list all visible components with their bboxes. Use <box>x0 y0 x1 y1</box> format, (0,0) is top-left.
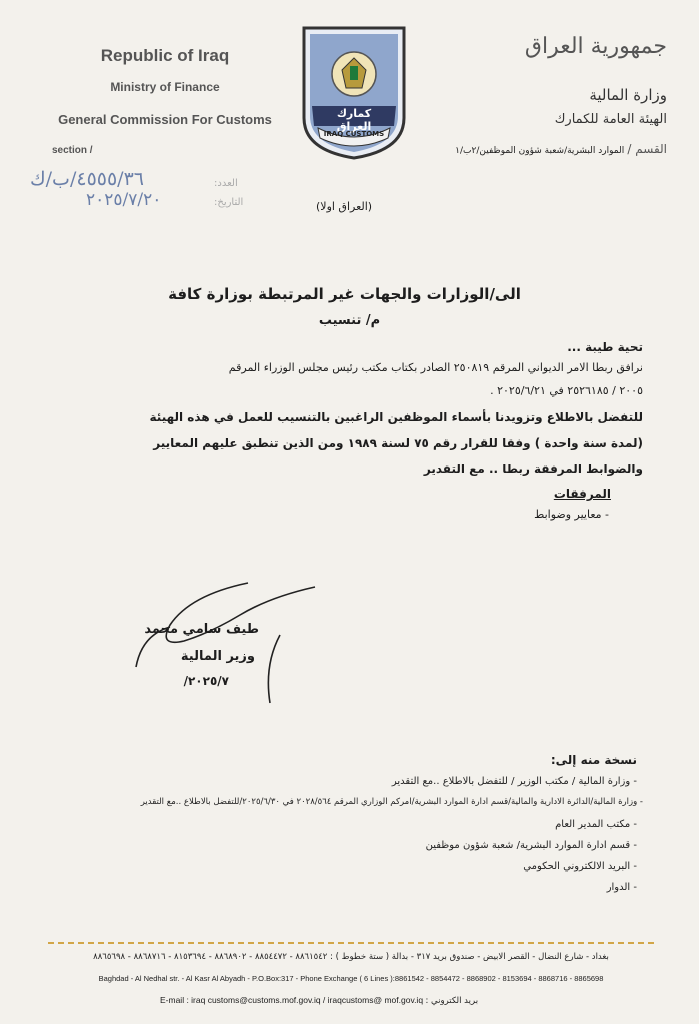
footer-email-en: E-mail : iraq customs@customs.mof.gov.iq / iraqcustoms@ mof.gov.iq <box>160 995 424 1005</box>
customs-emblem <box>298 22 410 162</box>
republic-title-ar: جمهورية العراق <box>524 34 667 59</box>
copies-heading: نسخة منه إلى: <box>550 753 637 767</box>
emblem-text-en: IRAQ CUSTOMS <box>323 130 385 138</box>
footer-address-ar: بغداد - شارع النضال - القصر الابيض - صندوق بريد ٣١٧ - بدالة ( ستة خطوط ) : ٨٨٦١٥٤٢ - ٨٨٥٤٤٧٢ - ٨٨٦٨٩٠٢ - ٨١٥٣٦٩٤ - ٨٨٦٨٧١٦ - ٨٨٦٥٦٩٨ <box>93 952 609 962</box>
para2-line3: والضوابط المرفقة ربطا .. مع التقدير <box>423 462 643 476</box>
para2-line2: (لمدة سنة واحدة ) وفقا للقرار رقم ٧٥ لسنة ١٩٨٩ ومن الذين تنطبق عليهم المعايير <box>153 436 643 450</box>
footer-address-en: Baghdad - Al Nedhal str. - Al Kasr Al Abyadh - P.O.Box:317 - Phone Exchange ( 6 Lines ):8861542 - 8854472 - 8868902 - 8153694 - 8868716 - 8865698 <box>98 974 604 983</box>
letter-subject: م/ تنسيب <box>318 313 381 328</box>
number-value: ٤٥٥٥/٣٦/ب/ك <box>30 168 144 190</box>
copy-item: - البريد الالكتروني الحكومي <box>523 861 637 872</box>
signature-scribble <box>130 575 330 715</box>
section-label-en: section / <box>52 145 93 156</box>
commission-title-ar: الهيئة العامة للكمارك <box>554 112 667 127</box>
emblem-text-ar: كمارك العراق <box>336 107 372 133</box>
commission-title-en: General Commission For Customs <box>58 112 272 127</box>
department-value: الموارد البشرية/شعبة شؤون الموظفين/٢ب/١ <box>455 146 625 156</box>
letter-recipient: الى/الوزارات والجهات غير المرتبطة بوزارة كافة <box>168 285 521 303</box>
signatory-title: وزير المالية <box>180 649 255 664</box>
copy-item: - مكتب المدير العام <box>555 819 637 830</box>
para1-line2: ٢٠٠٥ / ٢٥٢٦١٨٥ في ٢٠٢٥/٦/٢١ . <box>490 384 643 397</box>
signature-date: ٢٠٢٥/٧/ <box>183 674 229 688</box>
number-label: العدد: <box>214 178 238 189</box>
customs-emblem-icon <box>298 22 410 162</box>
republic-title-en: Republic of Iraq <box>100 46 230 65</box>
ministry-title-ar: وزارة المالية <box>589 86 667 104</box>
attachment-item: - معايير وضوابط <box>534 508 609 521</box>
para1-line1: نرافق ربطا الامر الديواني المرقم ٢٥٠٨١٩ الصادر بكتاب مكتب رئيس مجلس الوزراء المرقم <box>228 361 643 374</box>
footer-divider <box>48 942 654 944</box>
para2-line1: للتفضل بالاطلاع وتزويدنا بأسماء الموظفين الراغبين بالتنسيب للعمل في هذه الهيئة <box>149 410 643 424</box>
ministry-title-en: Ministry of Finance <box>110 80 220 94</box>
date-label: التاريخ: <box>214 197 244 208</box>
footer-email <box>160 995 478 1006</box>
date-value: ٢٠٢٥/٧/٢٠ <box>86 190 162 210</box>
copy-item: - وزارة المالية / مكتب الوزير / للتفضل بالاطلاع ..مع التقدير <box>391 776 637 787</box>
department-line <box>455 142 667 156</box>
copy-item: - قسم ادارة الموارد البشرية/ شعبة شؤون موظفين <box>425 840 637 851</box>
attachments-label: المرفقات <box>553 487 611 501</box>
signatory-name: طيف سامي محمد <box>144 622 259 637</box>
copy-item: - الدوار <box>606 882 637 893</box>
footer-email-label-ar: : بريد الكتروني <box>425 996 479 1006</box>
copy-item: - وزارة المالية/الدائرة الادارية والمالية/قسم ادارة الموارد البشرية/امركم الوزاري المرقم ٢٠٢٨/٥٦٤ في ٢٠٢٥/٦/٣٠/للتفضل بالاطلاع ..مع التقدير <box>140 797 643 807</box>
greeting: تحية طيبة ... <box>567 340 643 354</box>
slogan: (العراق اولا) <box>316 200 373 213</box>
department-label: القسم / <box>627 142 667 156</box>
